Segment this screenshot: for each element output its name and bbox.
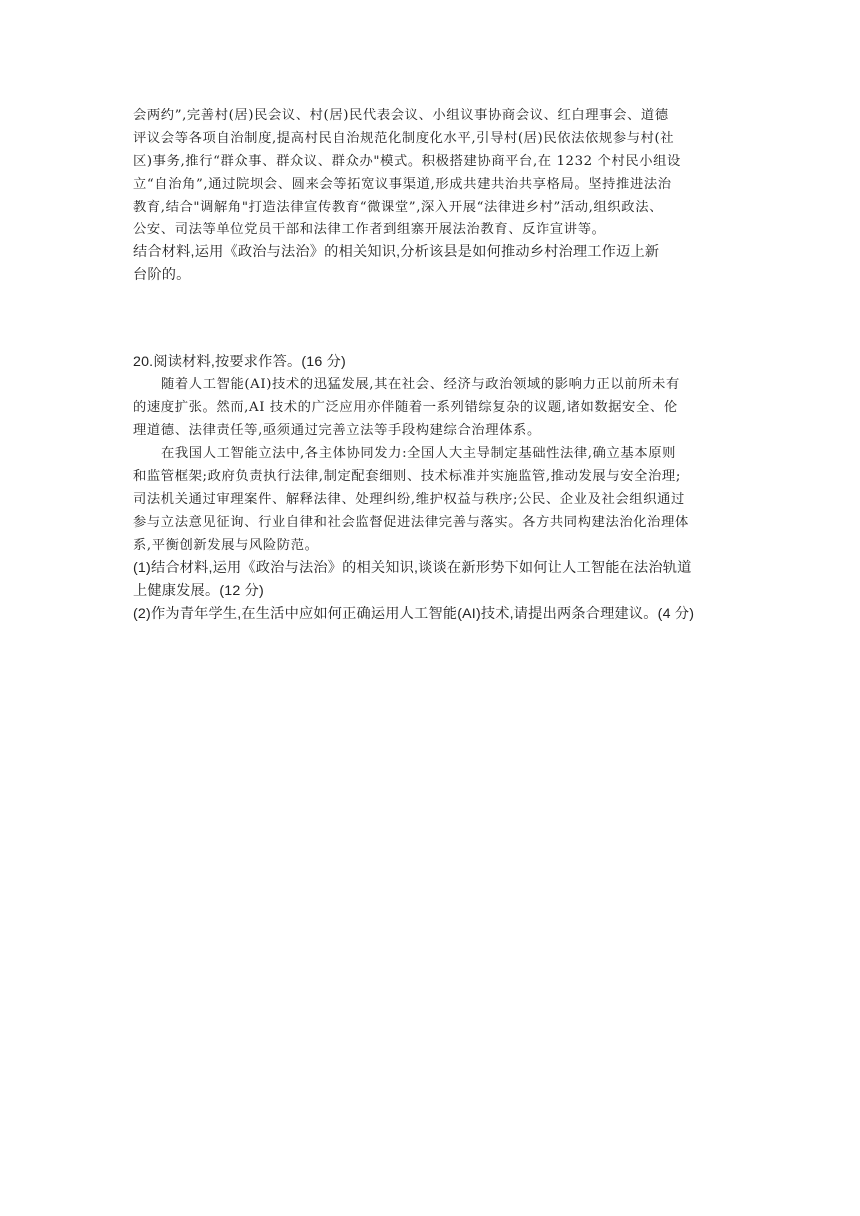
q20-paragraph-line: 司法机关通过审理案件、解释法律、处理纠纷,维护权益与秩序;公民、企业及社会组织通过 bbox=[133, 492, 685, 507]
q20-paragraph-line: 的速度扩张。然而,AI 技术的广泛应用亦伴随着一系列错综复杂的议题,诸如数据安全、伦 bbox=[133, 400, 678, 415]
q20-subquestion-1: (1)结合材料,运用《政治与法治》的相关知识,谈谈在新形势下如何让人工智能在法治轨道 bbox=[133, 560, 692, 576]
q19-question-line: 结合材料,运用《政治与法治》的相关知识,分析该县是如何推动乡村治理工作迈上新 bbox=[133, 244, 660, 260]
q20-paragraph-line: 参与立法意见征询、行业自律和社会监督促进法律完善与落实。各方共同构建法治化治理体 bbox=[133, 515, 689, 530]
q19-material-line: 公安、司法等单位党员干部和法律工作者到组寨开展法治教育、反诈宣讲等。 bbox=[133, 222, 606, 237]
q19-material-line: 会两约”,完善村(居)民会议、村(居)民代表会议、小组议事协商会议、红白理事会、道德 bbox=[133, 108, 669, 123]
q19-question-line: 台阶的。 bbox=[133, 267, 191, 283]
q20-paragraph-line: 在我国人工智能立法中,各主体协同发力:全国人大主导制定基础性法律,确立基本原则 bbox=[161, 446, 677, 461]
q19-material-line: 教育,结合"调解角"打造法律宣传教育“微课堂”,深入开展“法律进乡村”活动,组织政法、 bbox=[133, 200, 663, 215]
q20-heading: 20.阅读材料,按要求作答。(16 分) bbox=[133, 354, 346, 370]
q20-paragraph-line: 系,平衡创新发展与风险防范。 bbox=[133, 538, 319, 553]
q20-paragraph-line: 随着人工智能(AI)技术的迅猛发展,其在社会、经济与政治领域的影响力正以前所未有 bbox=[161, 377, 680, 392]
q20-paragraph-line: 和监管框架;政府负责执行法律,制定配套细则、技术标准并实施监管,推动发展与安全治理; bbox=[133, 469, 681, 484]
q19-material-line: 区)事务,推行“群众事、群众议、群众办"模式。积极搭建协商平台,在 1232 个村民小组设 bbox=[133, 154, 681, 169]
q19-material-line: 评议会等各项自治制度,提高村民自治规范化制度化水平,引导村(居)民依法依规参与村(社 bbox=[133, 131, 675, 146]
q20-subquestion-1-continued: 上健康发展。(12 分) bbox=[133, 583, 264, 599]
q19-material-line: 立“自治角”,通过院坝会、圆来会等拓宽议事渠道,形成共建共治共享格局。坚持推进法治 bbox=[133, 177, 672, 192]
q20-paragraph-line: 理道德、法律责任等,亟须通过完善立法等手段构建综合治理体系。 bbox=[133, 423, 541, 438]
q20-subquestion-2: (2)作为青年学生,在生活中应如何正确运用人工智能(AI)技术,请提出两条合理建议。(4 分) bbox=[133, 606, 695, 622]
